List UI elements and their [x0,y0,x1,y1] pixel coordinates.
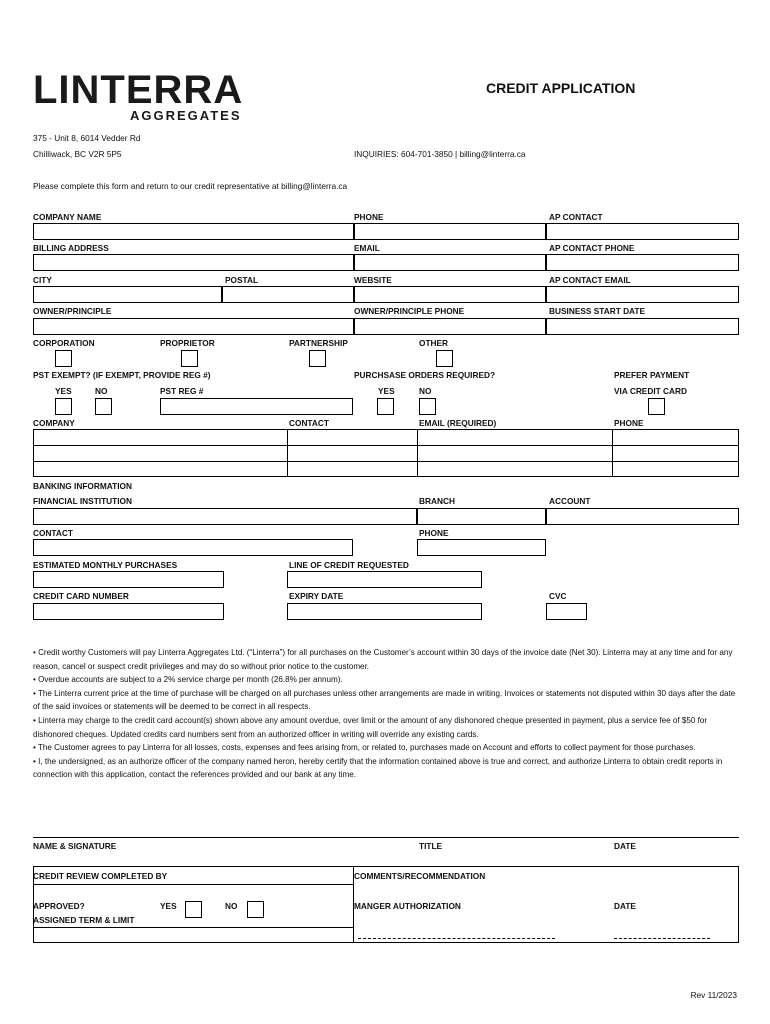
ref-company-cell[interactable] [34,430,287,445]
ref-phone-label: PHONE [614,418,644,428]
po-no-checkbox[interactable] [419,398,436,415]
other-label: OTHER [419,338,449,348]
office-date-label: DATE [614,901,636,911]
proprietor-label: PROPRIETOR [160,338,215,348]
line-of-credit-label: LINE OF CREDIT REQUESTED [289,560,409,570]
manager-auth-line[interactable] [358,938,555,939]
references-col-divider [287,429,288,477]
business-start-date-field[interactable] [546,318,739,335]
prefer-payment-label-2: VIA CREDIT CARD [614,386,687,396]
ap-contact-email-label: AP CONTACT EMAIL [549,275,631,285]
est-monthly-label: ESTIMATED MONTHLY PURCHASES [33,560,178,570]
prefer-payment-checkbox[interactable] [648,398,665,415]
company-name-label: COMPANY NAME [33,212,102,222]
form-instructions: Please complete this form and return to our credit representative at billing@linterra.ca [33,181,348,191]
ap-contact-email-field[interactable] [546,286,739,303]
terms-paragraph: • Linterra may charge to the credit card account(s) shown above any amount overdue, over limit or the amount of any dishonored cheque presented in payment, plus a service fee of $50 for dishonored cheques. Updated credits card numbers sent from an authorized officer in writing will override any existing cards. [33,715,708,739]
ref-email-label: EMAIL (REQUIRED) [419,418,497,428]
bank-contact-field[interactable] [33,539,353,556]
cvc-field[interactable] [546,603,587,620]
address-line-2: Chilliwack, BC V2R 5P5 [33,149,122,159]
references-col-divider [417,429,418,477]
pst-yes-label: YES [55,386,72,396]
corporation-checkbox[interactable] [55,350,72,367]
manager-auth-label: MANGER AUTHORIZATION [354,901,461,911]
phone-label: PHONE [354,212,384,222]
financial-institution-field[interactable] [33,508,417,525]
assigned-term-line[interactable] [33,927,353,928]
ap-contact-field[interactable] [546,223,739,240]
email-field[interactable] [354,254,546,271]
owner-principle-phone-field[interactable] [354,318,546,335]
pst-no-checkbox[interactable] [95,398,112,415]
po-no-label: NO [419,386,432,396]
banking-info-heading: BANKING INFORMATION [33,481,132,491]
partnership-label: PARTNERSHIP [289,338,348,348]
est-monthly-field[interactable] [33,571,224,588]
approved-no-label: NO [225,901,238,911]
company-logo: LINTERRA [33,68,244,112]
approved-no-checkbox[interactable] [247,901,264,918]
city-field[interactable] [33,286,222,303]
title-label: TITLE [419,841,443,851]
pst-exempt-label: PST EXEMPT? (IF EXEMPT, PROVIDE REG #) [33,370,211,380]
pst-yes-checkbox[interactable] [55,398,72,415]
approved-yes-label: YES [160,901,177,911]
date-label: DATE [614,841,636,851]
corporation-label: CORPORATION [33,338,95,348]
name-signature-label: NAME & SIGNATURE [33,841,117,851]
billing-address-field[interactable] [33,254,354,271]
owner-principle-field[interactable] [33,318,354,335]
approved-label: APPROVED? [33,901,85,911]
prefer-payment-label: PREFER PAYMENT [614,370,690,380]
expiry-label: EXPIRY DATE [289,591,344,601]
po-required-label: PURCHSASE ORDERS REQUIRED? [354,370,496,380]
terms-paragraph: • I, the undersigned, as an authorize officer of the company named heron, hereby certify that the information contained above is true and correct, and authorize Linterra to obtain credit reports in connection with this application, contact the references provided and our bank at any time. [33,756,723,780]
signature-line[interactable] [33,837,739,838]
assigned-term-label: ASSIGNED TERM & LIMIT [33,915,135,925]
credit-review-label: CREDIT REVIEW COMPLETED BY [33,871,168,881]
owner-principle-label: OWNER/PRINCIPLE [33,306,112,316]
billing-address-label: BILLING ADDRESS [33,243,109,253]
ref-company-label: COMPANY [33,418,75,428]
cc-number-label: CREDIT CARD NUMBER [33,591,129,601]
approved-yes-checkbox[interactable] [185,901,202,918]
postal-label: POSTAL [225,275,259,285]
other-checkbox[interactable] [436,350,453,367]
references-row-divider [33,445,739,446]
email-label: EMAIL [354,243,380,253]
credit-review-line[interactable] [33,884,353,885]
owner-principle-phone-label: OWNER/PRINCIPLE PHONE [354,306,465,316]
address-line-1: 375 - Unit 8, 6014 Vedder Rd [33,133,141,143]
business-start-date-label: BUSINESS START DATE [549,306,646,316]
company-name-field[interactable] [33,223,354,240]
ref-contact-label: CONTACT [289,418,329,428]
terms-paragraph: • Credit worthy Customers will pay Linterra Aggregates Ltd. (“Linterra”) for all purchases on the Customer’s account within 30 days of the invoice date (Net 30). Linterra may at any time and for any reason, cancel or suspect credit privileges and may do so without prior notice to the customer. [33,648,733,671]
pst-reg-label: PST REG # [160,386,204,396]
revision-label: Rev 11/2023 [690,990,737,1000]
ap-contact-phone-field[interactable] [546,254,739,271]
terms-and-conditions [33,646,739,782]
comments-label: COMMENTS/RECOMMENDATION [354,871,486,881]
po-yes-label: YES [378,386,395,396]
postal-field[interactable] [222,286,354,303]
website-label: WEBSITE [354,275,392,285]
partnership-checkbox[interactable] [309,350,326,367]
website-field[interactable] [354,286,546,303]
company-logo-subtitle: AGGREGATES [130,108,242,123]
bank-contact-label: CONTACT [33,528,73,538]
financial-institution-label: FINANCIAL INSTITUTION [33,496,132,506]
cvc-label: CVC [549,591,567,601]
phone-field[interactable] [354,223,546,240]
terms-paragraph: • The Customer agrees to pay Linterra for all losses, costs, expenses and fees arising from, or related to, purchases made on Account and efforts to collect payment for those purchases. [33,743,696,753]
cc-number-field[interactable] [33,603,224,620]
bank-phone-label: PHONE [419,528,449,538]
account-label: ACCOUNT [549,496,591,506]
bank-phone-field[interactable] [417,539,546,556]
ap-contact-label: AP CONTACT [549,212,603,222]
expiry-field[interactable] [287,603,482,620]
branch-label: BRANCH [419,496,455,506]
references-row-divider [33,461,739,462]
branch-field[interactable] [417,508,546,525]
terms-paragraph: • The Linterra current price at the time of purchase will be charged on all purchases unless other arrangements are made in writing. Invoices or statements not disputed within 30 days after the date of the said invoices or statements will be deemed to be correct in all respects. [33,688,736,712]
pst-no-label: NO [95,386,108,396]
inquiries-contact: INQUIRIES: 604-701-3850 | billing@linterra.ca [354,149,526,159]
po-yes-checkbox[interactable] [377,398,394,415]
office-date-line[interactable] [614,938,710,939]
ap-contact-phone-label: AP CONTACT PHONE [549,243,635,253]
page-title: CREDIT APPLICATION [486,80,636,96]
account-field[interactable] [546,508,739,525]
pst-reg-field[interactable] [160,398,353,415]
terms-paragraph: • Overdue accounts are subject to a 2% service charge per month (26.8% per annum). [33,675,343,685]
proprietor-checkbox[interactable] [181,350,198,367]
city-label: CITY [33,275,52,285]
references-col-divider [612,429,613,477]
line-of-credit-field[interactable] [287,571,482,588]
